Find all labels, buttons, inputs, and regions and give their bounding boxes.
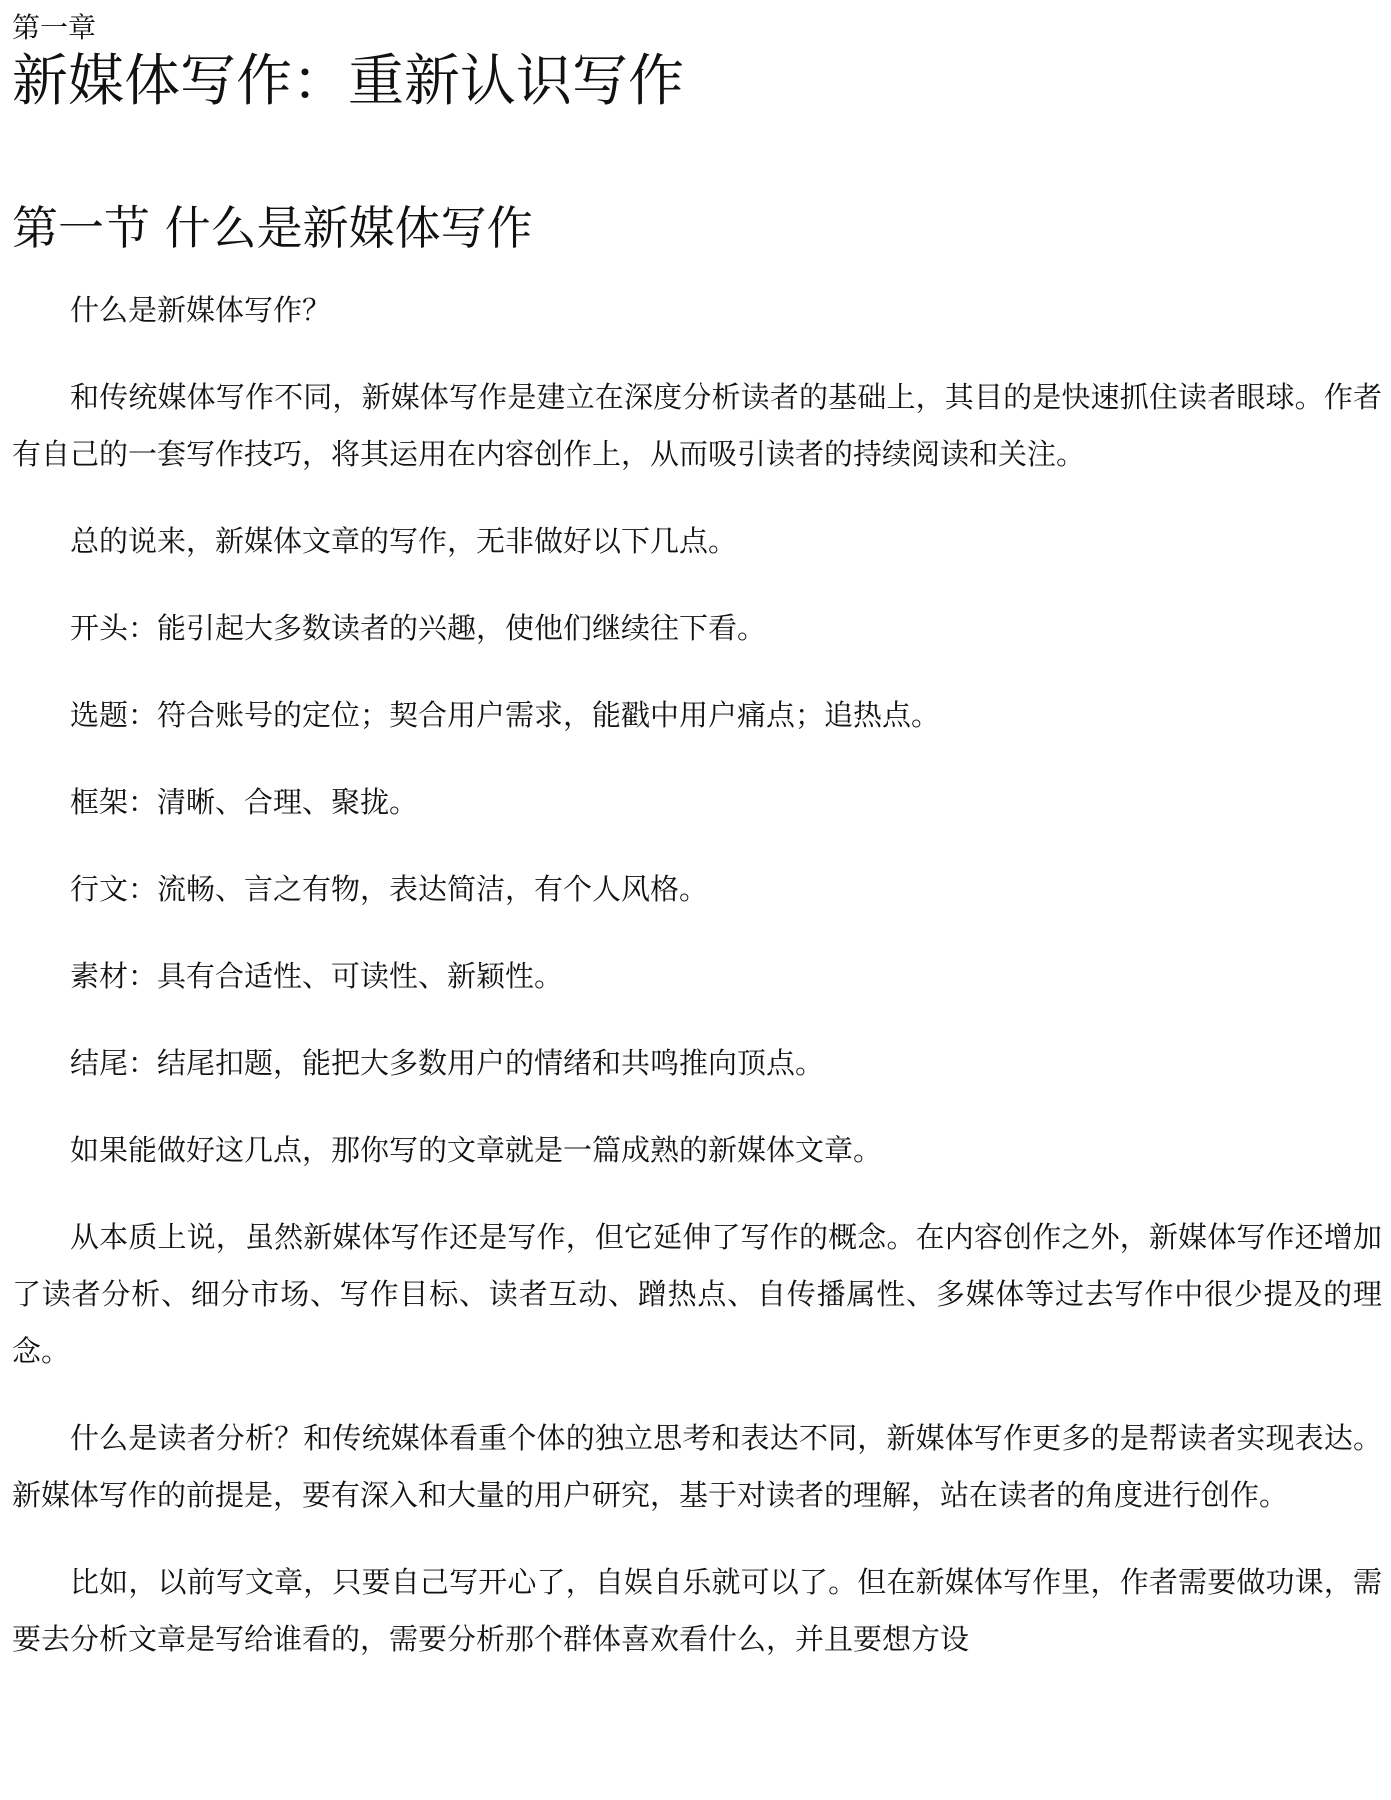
paragraph: 行文：流畅、言之有物，表达简洁，有个人风格。 (70, 872, 709, 906)
paragraph: 总的说来，新媒体文章的写作，无非做好以下几点。 (70, 524, 738, 558)
paragraph: 从本质上说，虽然新媒体写作还是写作，但它延伸了写作的概念。在内容创作之外，新媒体写作还增加了读者分析、细分市场、写作目标、读者互动、蹭热点、自传播属性、多媒体等过去写作中很少提及的理念。 (12, 1220, 1382, 1368)
paragraph: 什么是读者分析？和传统媒体看重个体的独立思考和表达不同，新媒体写作更多的是帮读者实现表达。新媒体写作的前提是，要有深入和大量的用户研究，基于对读者的理解，站在读者的角度进行创作。 (12, 1421, 1382, 1512)
chapter-title: 新媒体写作：重新认识写作 (12, 49, 684, 114)
paragraph: 结尾：结尾扣题，能把大多数用户的情绪和共鸣推向顶点。 (70, 1046, 825, 1080)
paragraph: 选题：符合账号的定位；契合用户需求，能戳中用户痛点；追热点。 (70, 698, 941, 732)
paragraph: 和传统媒体写作不同，新媒体写作是建立在深度分析读者的基础上，其目的是快速抓住读者眼球。作者有自己的一套写作技巧，将其运用在内容创作上，从而吸引读者的持续阅读和关注。 (12, 380, 1382, 471)
paragraph: 比如，以前写文章，只要自己写开心了，自娱自乐就可以了。但在新媒体写作里，作者需要做功课，需要去分析文章是写给谁看的，需要分析那个群体喜欢看什么，并且要想方设 (12, 1565, 1382, 1656)
paragraph: 素材：具有合适性、可读性、新颖性。 (70, 959, 564, 993)
paragraph: 什么是新媒体写作？ (70, 293, 332, 327)
section-title: 第一节 什么是新媒体写作 (12, 201, 533, 255)
paragraph: 如果能做好这几点，那你写的文章就是一篇成熟的新媒体文章。 (70, 1133, 883, 1167)
paragraph: 开头：能引起大多数读者的兴趣，使他们继续往下看。 (70, 611, 767, 645)
paragraph: 框架：清晰、合理、聚拢。 (70, 785, 419, 819)
body-text (12, 282, 1382, 1698)
chapter-label: 第一章 (12, 11, 97, 44)
